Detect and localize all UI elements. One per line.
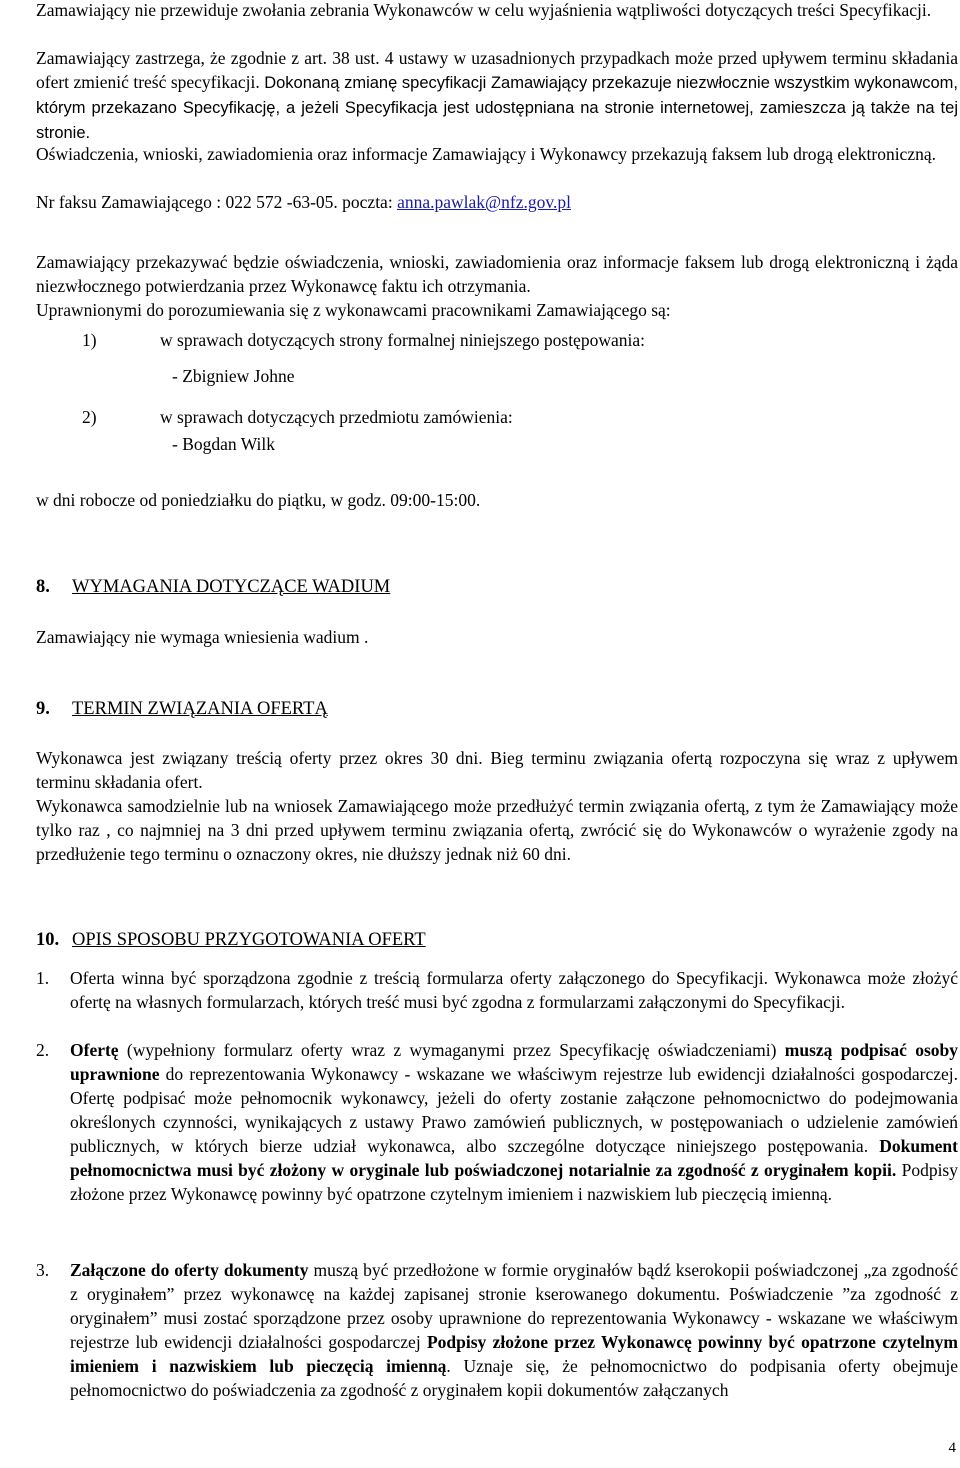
bold-text: Dokument pełnomocnictwa musi być złożony w oryginale lub poświadczonej notarialnie za zgodność z oryginałem kopii. <box>70 1136 958 1180</box>
bold-text: Ofertę <box>70 1040 119 1060</box>
section-8-number: 8. <box>36 577 50 597</box>
contact-item-2-text: w sprawach dotyczących przedmiotu zamówienia: <box>160 407 513 427</box>
section-9-paragraph-1: Wykonawca jest związany treścią oferty przez okres 30 dni. Bieg terminu związania ofertą rozpoczyna się wraz z upływem terminu składania ofert. <box>36 748 958 792</box>
section-9-heading <box>36 697 328 721</box>
page-number: 4 <box>948 1440 956 1456</box>
fax-line <box>36 190 958 214</box>
intro-paragraph-2a: Zamawiający zastrzega, że zgodnie z art. 38 ust. 4 ustawy w uzasadnionych przypadkach może przed upływem terminu składania ofert zmienić treść specyfikacji. <box>36 48 958 92</box>
list-item-text <box>70 1258 958 1402</box>
contact-item-1-num: 1) <box>82 330 97 350</box>
contact-person-1: - Zbigniew Johne <box>172 366 295 386</box>
list-item-number: 2. <box>36 1040 50 1060</box>
body-text: do reprezentowania Wykonawcy - wskazane we właściwym rejestrze lub ewidencji działalności gospodarczej. Ofertę podpisać może pełnomocnik wykonawcy, jeżeli do oferty zostanie załączone pełnomocnictwo do podejmowania określonych czynności, wynikających z ustawy Prawo zamówień publicznych, w postępowaniach o udzielenie zamówień publicznych, w których bierze udział wykonawca, albo szczególne dotyczące niniejszego postępowania. <box>70 1064 958 1156</box>
section-9-number: 9. <box>36 699 50 719</box>
contact-item-1-text: w sprawach dotyczących strony formalnej niniejszego postępowania: <box>160 330 645 350</box>
intro-paragraph-2b: Dokonaną zmianę specyfikacji Zamawiający przekazuje niezwłocznie wszystkim wykonawcom, którym przekazano Specyfikację, a jeżeli Specyfikacja jest udostępniana na stronie internetowej, zamieszcza ją także na tej stronie. <box>36 74 958 142</box>
email-link[interactable]: anna.pawlak@nfz.gov.pl <box>397 192 571 212</box>
list-item-text <box>70 1038 958 1206</box>
section-10-heading <box>36 928 426 952</box>
body-text: . Uznaje się, że pełnomocnictwo do podpisania oferty obejmuje pełnomocnictwo do poświadczenia za zgodność z oryginałem kopii dokumentów załączanych <box>70 1356 958 1400</box>
contact-person-2: - Bogdan Wilk <box>172 434 275 454</box>
section-8-title: WYMAGANIA DOTYCZĄCE WADIUM <box>72 577 391 597</box>
body-text: (wypełniony formularz oferty wraz z wymaganymi przez Specyfikację oświadczeniami) <box>118 1040 785 1060</box>
list-item-text: Oferta winna być sporządzona zgodnie z treścią formularza oferty załączonego do Specyfikacji. Wykonawca może złożyć ofertę na własnych formularzach, których treść musi być zgodna z formularzami załączonymi do Specyfikacji. <box>70 968 958 1012</box>
contact-paragraph-2: Uprawnionymi do porozumiewania się z wykonawcami pracownikami Zamawiającego są: <box>36 300 671 320</box>
office-hours: w dni robocze od poniedziałku do piątku, w godz. 09:00-15:00. <box>36 490 481 510</box>
section-8-text: Zamawiający nie wymaga wniesienia wadium . <box>36 627 369 647</box>
section-10-title: OPIS SPOSOBU PRZYGOTOWANIA OFERT <box>72 930 426 950</box>
intro-paragraph-2 <box>36 46 958 145</box>
section-9-paragraph-2: Wykonawca samodzielnie lub na wniosek Zamawiającego może przedłużyć termin związania ofertą, z tym że Zamawiający może tylko raz , co najmniej na 3 dni przed upływem terminu związania ofertą, zwrócić się do Wykonawców o wyrażenie zgody na przedłużenie tego terminu o oznaczony okres, nie dłuższy jednak niż 60 dni. <box>36 796 958 864</box>
bold-text: muszą podpisać osoby uprawnione <box>70 1040 958 1084</box>
fax-text: Nr faksu Zamawiającego : 022 572 -63-05. poczta: <box>36 192 398 212</box>
bold-text: Podpisy złożone przez Wykonawcę powinny być opatrzone czytelnym imieniem i nazwiskiem lub pieczęcią imienną <box>70 1332 958 1376</box>
section-10-number: 10. <box>36 930 60 950</box>
body-text: Podpisy złożone przez Wykonawcę powinny być opatrzone czytelnym imieniem i nazwiskiem lub pieczęcią imienną. <box>70 1160 958 1204</box>
body-text: muszą być przedłożone w formie oryginałów bądź kserokopii poświadczonej „za zgodność z oryginałem” przez wykonawcę na każdej zapisanej stronie kserowanego dokumentu. Poświadczenie ”za zgodność z oryginałem” musi zostać sporządzone przez osoby uprawnione do reprezentowania Wykonawcy - wskazane we właściwym rejestrze lub ewidencji działalności gospodarczej <box>70 1260 958 1352</box>
intro-paragraph-3: Oświadczenia, wnioski, zawiadomienia oraz informacje Zamawiający i Wykonawcy przekazują faksem lub drogą elektroniczną. <box>36 144 936 164</box>
contact-item-2-num: 2) <box>82 407 97 427</box>
list-item-number: 1. <box>36 968 50 988</box>
bold-text: Załączone do oferty dokumenty <box>70 1260 309 1280</box>
section-8-heading <box>36 575 390 599</box>
section-9-title: TERMIN ZWIĄZANIA OFERTĄ <box>72 699 328 719</box>
contact-paragraph-1: Zamawiający przekazywać będzie oświadczenia, wnioski, zawiadomienia oraz informacje faksem lub drogą elektroniczną i żąda niezwłocznego potwierdzania przez Wykonawcę faktu ich otrzymania. <box>36 252 958 296</box>
intro-paragraph-1: Zamawiający nie przewiduje zwołania zebrania Wykonawców w celu wyjaśnienia wątpliwości dotyczących treści Specyfikacji. <box>36 0 932 20</box>
list-item-number: 3. <box>36 1260 50 1280</box>
